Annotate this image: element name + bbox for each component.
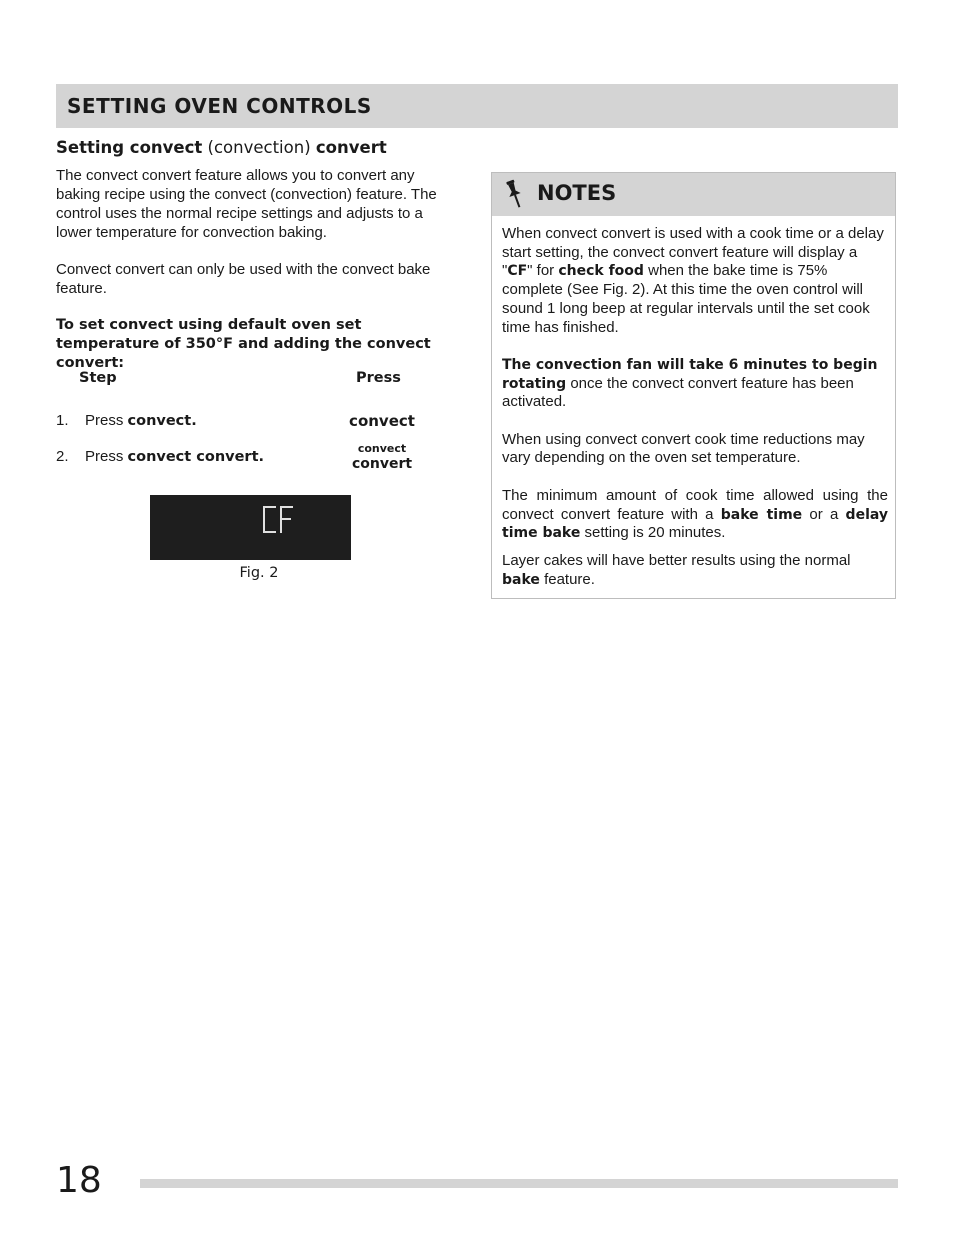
note-bold: delay time bake — [502, 506, 889, 542]
key-label-bottom: convert — [351, 456, 413, 472]
title-bold-2: convert — [315, 138, 387, 157]
left-column — [56, 137, 451, 373]
step-key-name: convect convert. — [127, 449, 265, 465]
instruction-heading: To set convect using default oven set temperature of 350°F and adding the convect convert: — [56, 317, 431, 371]
note-text: " for — [527, 262, 559, 280]
step-text: Press — [85, 448, 128, 465]
note-bold: bake — [502, 571, 540, 588]
page-number: 18 — [56, 1160, 102, 1201]
convect-key — [342, 412, 422, 430]
title-bold-1: Setting convect — [56, 138, 203, 157]
section-title — [56, 137, 451, 159]
key-label: convect — [349, 412, 415, 430]
note-text: The minimum amount of cook time allowed using the convect convert feature with a — [502, 486, 888, 523]
restriction-paragraph: Convect convert can only be used with the convect bake feature. — [56, 261, 431, 297]
note-text: When convect convert is used with a cook time or a delay start setting, the convect convert feature will display a " — [502, 225, 884, 280]
figure-caption: Fig. 2 — [239, 565, 279, 581]
page-title: SETTING OVEN CONTROLS — [67, 94, 372, 118]
pushpin-icon — [504, 179, 526, 211]
step-key-name: convect. — [127, 413, 197, 429]
title-normal: (convection) — [202, 138, 316, 157]
note-text: or a — [802, 505, 846, 523]
note-paragraph-4 — [502, 487, 888, 543]
note-bold: CF — [507, 263, 528, 280]
footer-bar — [140, 1179, 898, 1188]
note-text: feature. — [539, 570, 595, 588]
note-paragraph-2 — [502, 356, 888, 412]
cf-display-segments — [261, 505, 297, 535]
note-bold: check food — [558, 263, 644, 280]
press-column-header: Press — [356, 370, 401, 386]
note-text: setting is 20 minutes. — [580, 524, 726, 542]
note-paragraph-3: When using convect convert cook time reductions may vary depending on the oven set temperature. — [502, 430, 865, 467]
convect-convert-key — [342, 442, 422, 473]
note-text: when the bake time is 75% complete (See Fig. 2). At this time the oven control will sound 1 long beep at regular intervals until the set cook time has finished. — [502, 262, 870, 336]
step-row-1 — [56, 412, 197, 429]
note-text: once the convect convert feature has been activated. — [502, 374, 854, 411]
section-header-bar — [56, 84, 898, 128]
notes-body — [502, 225, 888, 589]
step-column-header: Step — [79, 370, 117, 386]
note-paragraph-5 — [502, 552, 888, 589]
note-paragraph-1 — [502, 225, 888, 337]
step-number: 2. — [56, 448, 69, 465]
key-label-top: convect — [357, 442, 407, 455]
notes-title: NOTES — [537, 181, 617, 205]
notes-box — [491, 172, 896, 599]
step-row-2 — [56, 448, 264, 465]
note-bold: bake time — [720, 506, 803, 523]
note-bold: The convection fan will take 6 minutes to begin rotating — [502, 356, 878, 392]
step-text: Press — [85, 412, 128, 429]
note-text: Layer cakes will have better results using the normal — [502, 551, 851, 569]
oven-display — [150, 495, 351, 560]
notes-header — [492, 173, 895, 216]
intro-paragraph: The convect convert feature allows you to convert any baking recipe using the convect (convection) feature. The control uses the normal recipe settings and adjusts to a lower temperature for convection baking. — [56, 167, 437, 241]
step-number: 1. — [56, 412, 69, 429]
